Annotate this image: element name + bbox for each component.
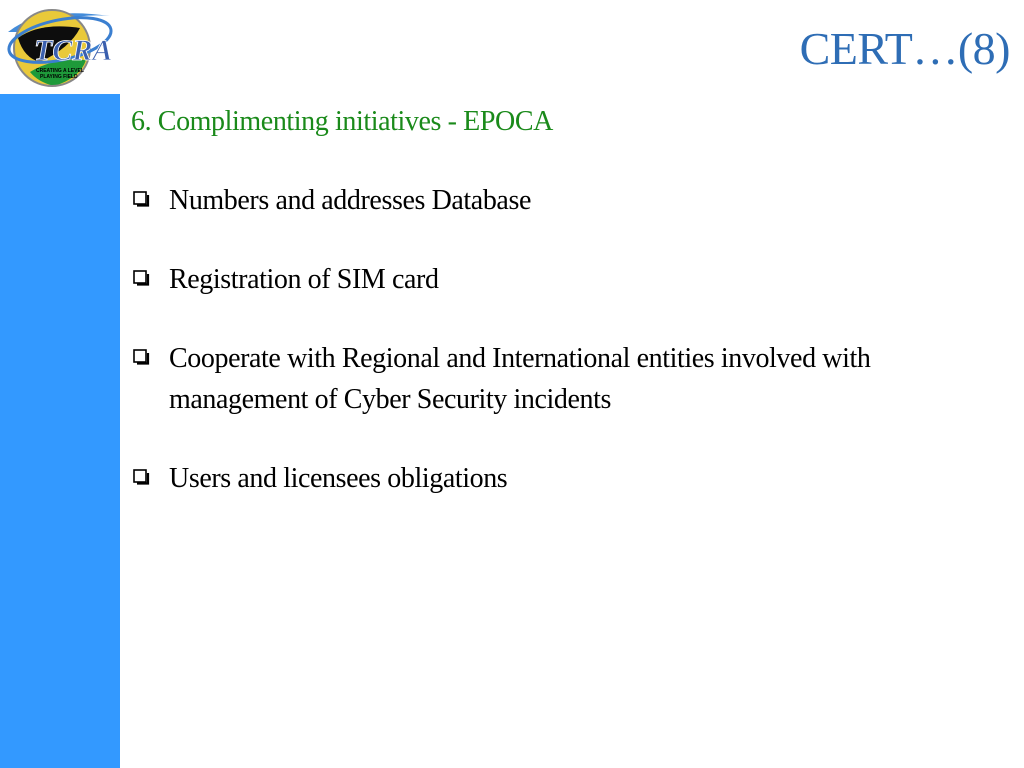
bullet-item — [131, 338, 1001, 420]
slide-title: CERT…(8) — [799, 23, 1010, 74]
tcra-logo — [0, 2, 116, 92]
bullet-item — [131, 180, 1001, 221]
slide-content — [131, 100, 1001, 499]
bullet-text: Registration of SIM card — [169, 264, 439, 295]
logo-tagline-line2: PLAYING FIELD — [40, 74, 78, 80]
hollow-square-checkbox-icon — [133, 349, 150, 366]
sidebar-accent-bar — [0, 94, 120, 768]
subheading: 6. Complimenting initiatives - EPOCA — [131, 106, 553, 137]
logo-tagline-line1: CREATING A LEVEL — [36, 68, 84, 74]
bullet-text: Cooperate with Regional and International entities involved with management of Cyber Security incidents — [169, 343, 871, 415]
logo-monogram: TCRA — [34, 34, 113, 67]
bullet-list — [131, 180, 1001, 499]
hollow-square-checkbox-icon — [133, 191, 150, 208]
bullet-item — [131, 458, 1001, 499]
bullet-item — [131, 259, 1001, 300]
bullet-text: Numbers and addresses Database — [169, 185, 531, 216]
hollow-square-checkbox-icon — [133, 469, 150, 486]
bullet-text: Users and licensees obligations — [169, 463, 508, 494]
hollow-square-checkbox-icon — [133, 270, 150, 287]
